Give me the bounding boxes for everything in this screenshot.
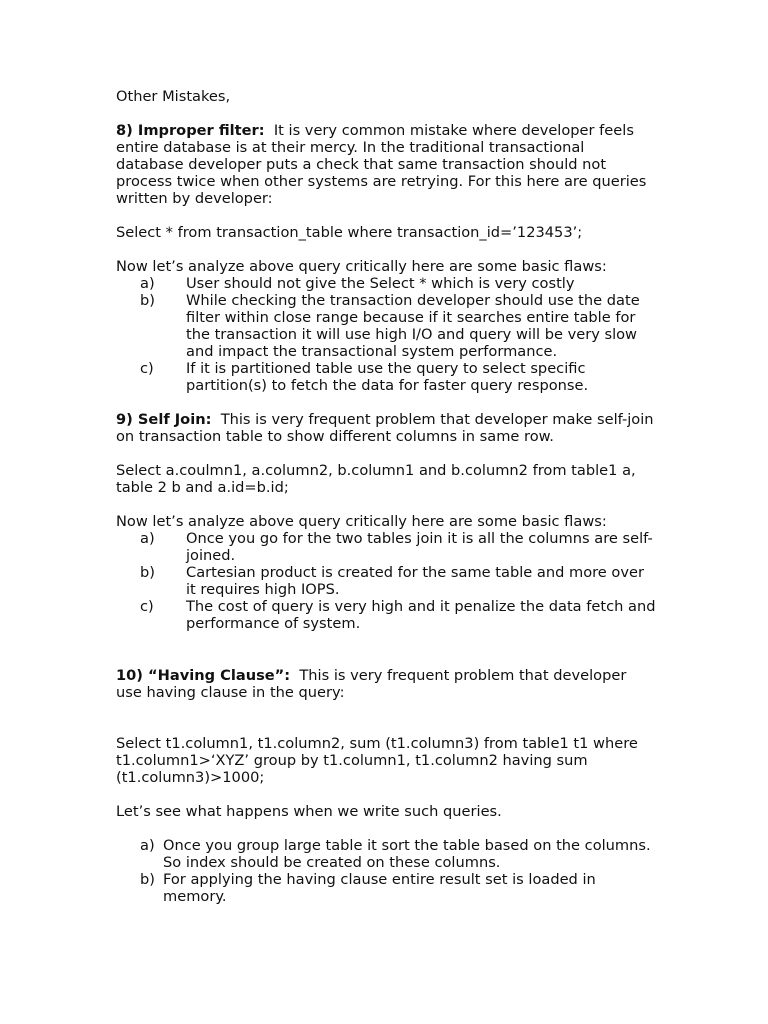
section-10-body: This is very frequent problem that developer use having clause in the query: xyxy=(116,667,627,701)
list-item xyxy=(116,275,656,292)
list-text: Cartesian product is created for the same table and more over it requires high IOPS. xyxy=(186,564,644,598)
list-marker: b) xyxy=(140,292,155,309)
list-marker: c) xyxy=(140,598,154,615)
list-marker: b) xyxy=(140,871,155,888)
list-item xyxy=(116,837,656,871)
section-8-heading: 8) Improper filter: xyxy=(116,122,265,139)
list-marker: b) xyxy=(140,564,155,581)
document-body xyxy=(116,88,656,905)
list-marker: a) xyxy=(140,837,155,854)
section-8-analysis-intro: Now let’s analyze above query critically here are some basic flaws: xyxy=(116,258,607,275)
list-text: The cost of query is very high and it penalize the data fetch and performance of system. xyxy=(186,598,656,632)
list-text: User should not give the Select * which is very costly xyxy=(186,275,575,292)
section-9-body: This is very frequent problem that developer make self-join on transaction table to show different columns in same row. xyxy=(116,411,654,445)
list-item xyxy=(116,598,656,632)
section-10-paragraph xyxy=(116,667,656,701)
section-9-paragraph xyxy=(116,411,656,445)
list-item xyxy=(116,360,656,394)
intro-line: Other Mistakes, xyxy=(116,88,231,105)
list-text: While checking the transaction developer should use the date filter within close range because if it searches entire table for the transaction it will use high I/O and query will be very slow and impact the transactional system performance. xyxy=(186,292,640,360)
list-item xyxy=(116,871,656,905)
section-10-analysis-intro: Let’s see what happens when we write such queries. xyxy=(116,803,502,820)
section-8-paragraph xyxy=(116,122,656,207)
section-8-query: Select * from transaction_table where transaction_id=’123453’; xyxy=(116,224,583,241)
section-10-query: Select t1.column1, t1.column2, sum (t1.column3) from table1 t1 where t1.column1>‘XYZ’ group by t1.column1, t1.column2 having sum (t1.column3)>1000; xyxy=(116,735,638,786)
section-10-heading: 10) “Having Clause”: xyxy=(116,667,291,684)
list-item xyxy=(116,292,656,360)
section-9-list xyxy=(116,530,656,632)
section-10-list xyxy=(116,837,656,905)
list-text: Once you group large table it sort the table based on the columns. So index should be created on these columns. xyxy=(163,837,651,871)
list-marker: a) xyxy=(140,530,155,547)
list-marker: a) xyxy=(140,275,155,292)
list-item xyxy=(116,564,656,598)
section-9-heading: 9) Self Join: xyxy=(116,411,212,428)
list-marker: c) xyxy=(140,360,154,377)
list-text: Once you go for the two tables join it is all the columns are self-joined. xyxy=(186,530,653,564)
list-text: If it is partitioned table use the query to select specific partition(s) to fetch the data for faster query response. xyxy=(186,360,589,394)
list-item xyxy=(116,530,656,564)
section-9-analysis-intro: Now let’s analyze above query critically here are some basic flaws: xyxy=(116,513,607,530)
section-8-body: It is very common mistake where developer feels entire database is at their mercy. In the traditional transactional database developer puts a check that same transaction should not process twice when other systems are retrying. For this here are queries written by developer: xyxy=(116,122,647,207)
section-8-list xyxy=(116,275,656,394)
list-text: For applying the having clause entire result set is loaded in memory. xyxy=(163,871,596,905)
section-9-query: Select a.coulmn1, a.column2, b.column1 and b.column2 from table1 a, table 2 b and a.id=b.id; xyxy=(116,462,636,496)
